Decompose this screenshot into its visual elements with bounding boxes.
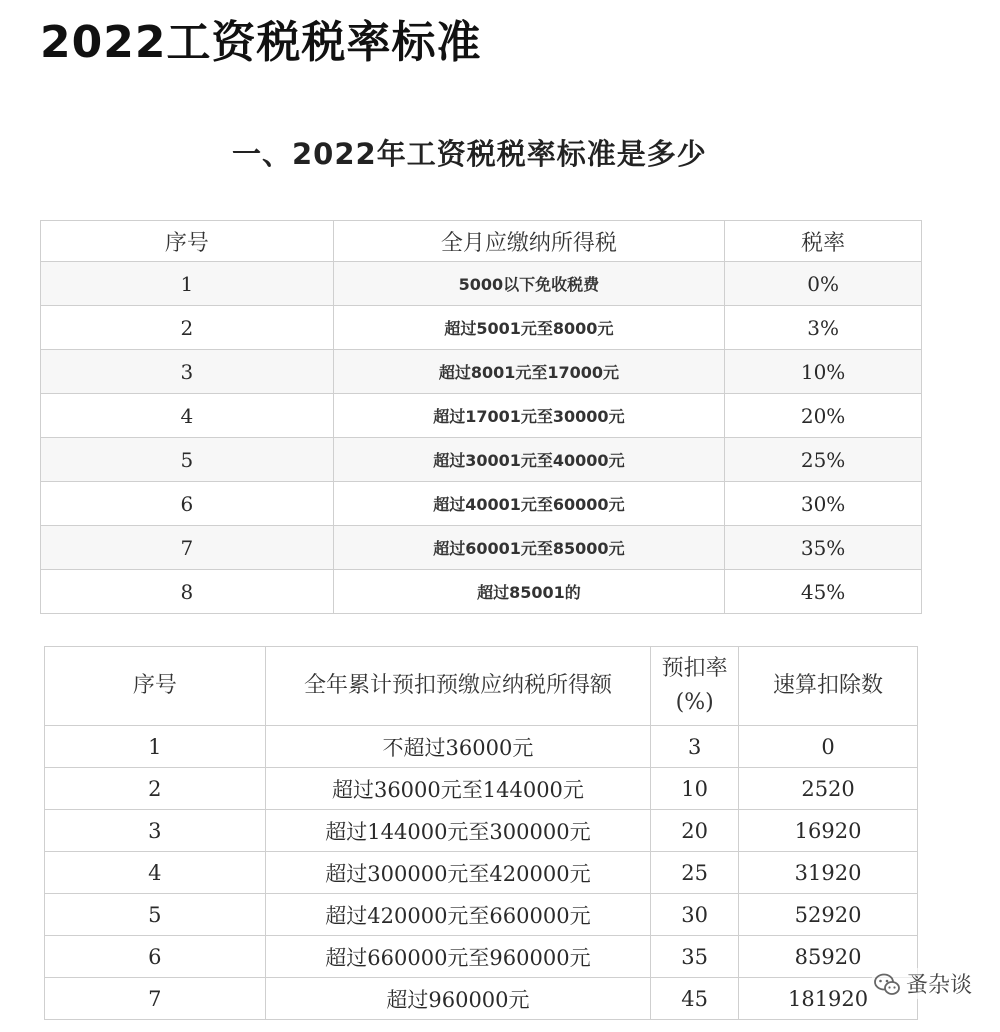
watermark-text: 蚤杂谈 xyxy=(905,973,972,998)
header-withholding-rate-label: 预扣率 xyxy=(661,656,728,681)
cell-rate: 25% xyxy=(725,438,922,482)
cell-index: 1 xyxy=(41,262,334,306)
cell-index: 6 xyxy=(45,936,266,978)
table-row xyxy=(45,936,918,978)
cell-income-range: 超过144000元至300000元 xyxy=(265,810,651,852)
cell-index: 6 xyxy=(41,482,334,526)
monthly-tax-rate-table xyxy=(40,220,922,614)
cell-index: 4 xyxy=(45,852,266,894)
cell-income-range: 超过30001元至40000元 xyxy=(333,438,725,482)
cell-rate: 30% xyxy=(725,482,922,526)
cell-income-range: 超过40001元至60000元 xyxy=(333,482,725,526)
cell-index: 5 xyxy=(45,894,266,936)
table-row xyxy=(41,438,922,482)
chat-bubble-icon xyxy=(872,969,902,999)
cell-index: 2 xyxy=(45,768,266,810)
cell-income-range: 不超过36000元 xyxy=(265,726,651,768)
header-tax-rate: 税率 xyxy=(725,221,922,262)
cell-deduction: 16920 xyxy=(739,810,918,852)
cell-income-range: 超过300000元至420000元 xyxy=(265,852,651,894)
cell-income-range: 5000以下免收税费 xyxy=(333,262,725,306)
table-header-row xyxy=(45,647,918,726)
cell-rate: 35 xyxy=(651,936,739,978)
cell-index: 1 xyxy=(45,726,266,768)
cell-index: 7 xyxy=(45,978,266,1020)
cell-deduction: 181920 xyxy=(739,978,918,1020)
section-heading: 一、2022年工资税税率标准是多少 xyxy=(232,137,707,171)
watermark xyxy=(872,968,972,999)
cell-income-range: 超过85001的 xyxy=(333,570,725,614)
cell-rate: 10 xyxy=(651,768,739,810)
cell-rate: 35% xyxy=(725,526,922,570)
cell-index: 4 xyxy=(41,394,334,438)
table-row xyxy=(41,350,922,394)
annual-withholding-table xyxy=(44,646,918,1020)
table-header-row xyxy=(41,221,922,262)
cell-deduction: 85920 xyxy=(739,936,918,978)
cell-deduction: 52920 xyxy=(739,894,918,936)
cell-index: 7 xyxy=(41,526,334,570)
cell-deduction: 31920 xyxy=(739,852,918,894)
table-row xyxy=(41,394,922,438)
table-row xyxy=(41,482,922,526)
cell-income-range: 超过17001元至30000元 xyxy=(333,394,725,438)
table-row xyxy=(41,262,922,306)
table-row xyxy=(45,768,918,810)
cell-index: 3 xyxy=(41,350,334,394)
cell-index: 5 xyxy=(41,438,334,482)
cell-rate: 3% xyxy=(725,306,922,350)
cell-income-range: 超过660000元至960000元 xyxy=(265,936,651,978)
cell-rate: 20 xyxy=(651,810,739,852)
header-index: 序号 xyxy=(45,647,266,726)
header-monthly-income: 全月应缴纳所得税 xyxy=(333,221,725,262)
header-annual-income: 全年累计预扣预缴应纳税所得额 xyxy=(265,647,651,726)
cell-rate: 45% xyxy=(725,570,922,614)
table-row xyxy=(45,852,918,894)
cell-rate: 10% xyxy=(725,350,922,394)
cell-rate: 30 xyxy=(651,894,739,936)
cell-rate: 25 xyxy=(651,852,739,894)
cell-rate: 3 xyxy=(651,726,739,768)
cell-index: 2 xyxy=(41,306,334,350)
header-quick-deduction: 速算扣除数 xyxy=(739,647,918,726)
cell-income-range: 超过8001元至17000元 xyxy=(333,350,725,394)
table-row xyxy=(41,570,922,614)
cell-rate: 45 xyxy=(651,978,739,1020)
cell-index: 8 xyxy=(41,570,334,614)
cell-income-range: 超过960000元 xyxy=(265,978,651,1020)
header-index: 序号 xyxy=(41,221,334,262)
cell-deduction: 2520 xyxy=(739,768,918,810)
table-row xyxy=(45,726,918,768)
header-withholding-rate-unit: (%) xyxy=(675,690,714,715)
cell-deduction: 0 xyxy=(739,726,918,768)
page-title: 2022工资税税率标准 xyxy=(40,17,482,68)
table-row xyxy=(45,978,918,1020)
cell-income-range: 超过60001元至85000元 xyxy=(333,526,725,570)
table-row xyxy=(41,306,922,350)
cell-income-range: 超过420000元至660000元 xyxy=(265,894,651,936)
cell-index: 3 xyxy=(45,810,266,852)
cell-income-range: 超过5001元至8000元 xyxy=(333,306,725,350)
cell-income-range: 超过36000元至144000元 xyxy=(265,768,651,810)
table-row xyxy=(45,810,918,852)
header-withholding-rate xyxy=(651,647,739,726)
cell-rate: 0% xyxy=(725,262,922,306)
cell-rate: 20% xyxy=(725,394,922,438)
table-row xyxy=(41,526,922,570)
table-row xyxy=(45,894,918,936)
